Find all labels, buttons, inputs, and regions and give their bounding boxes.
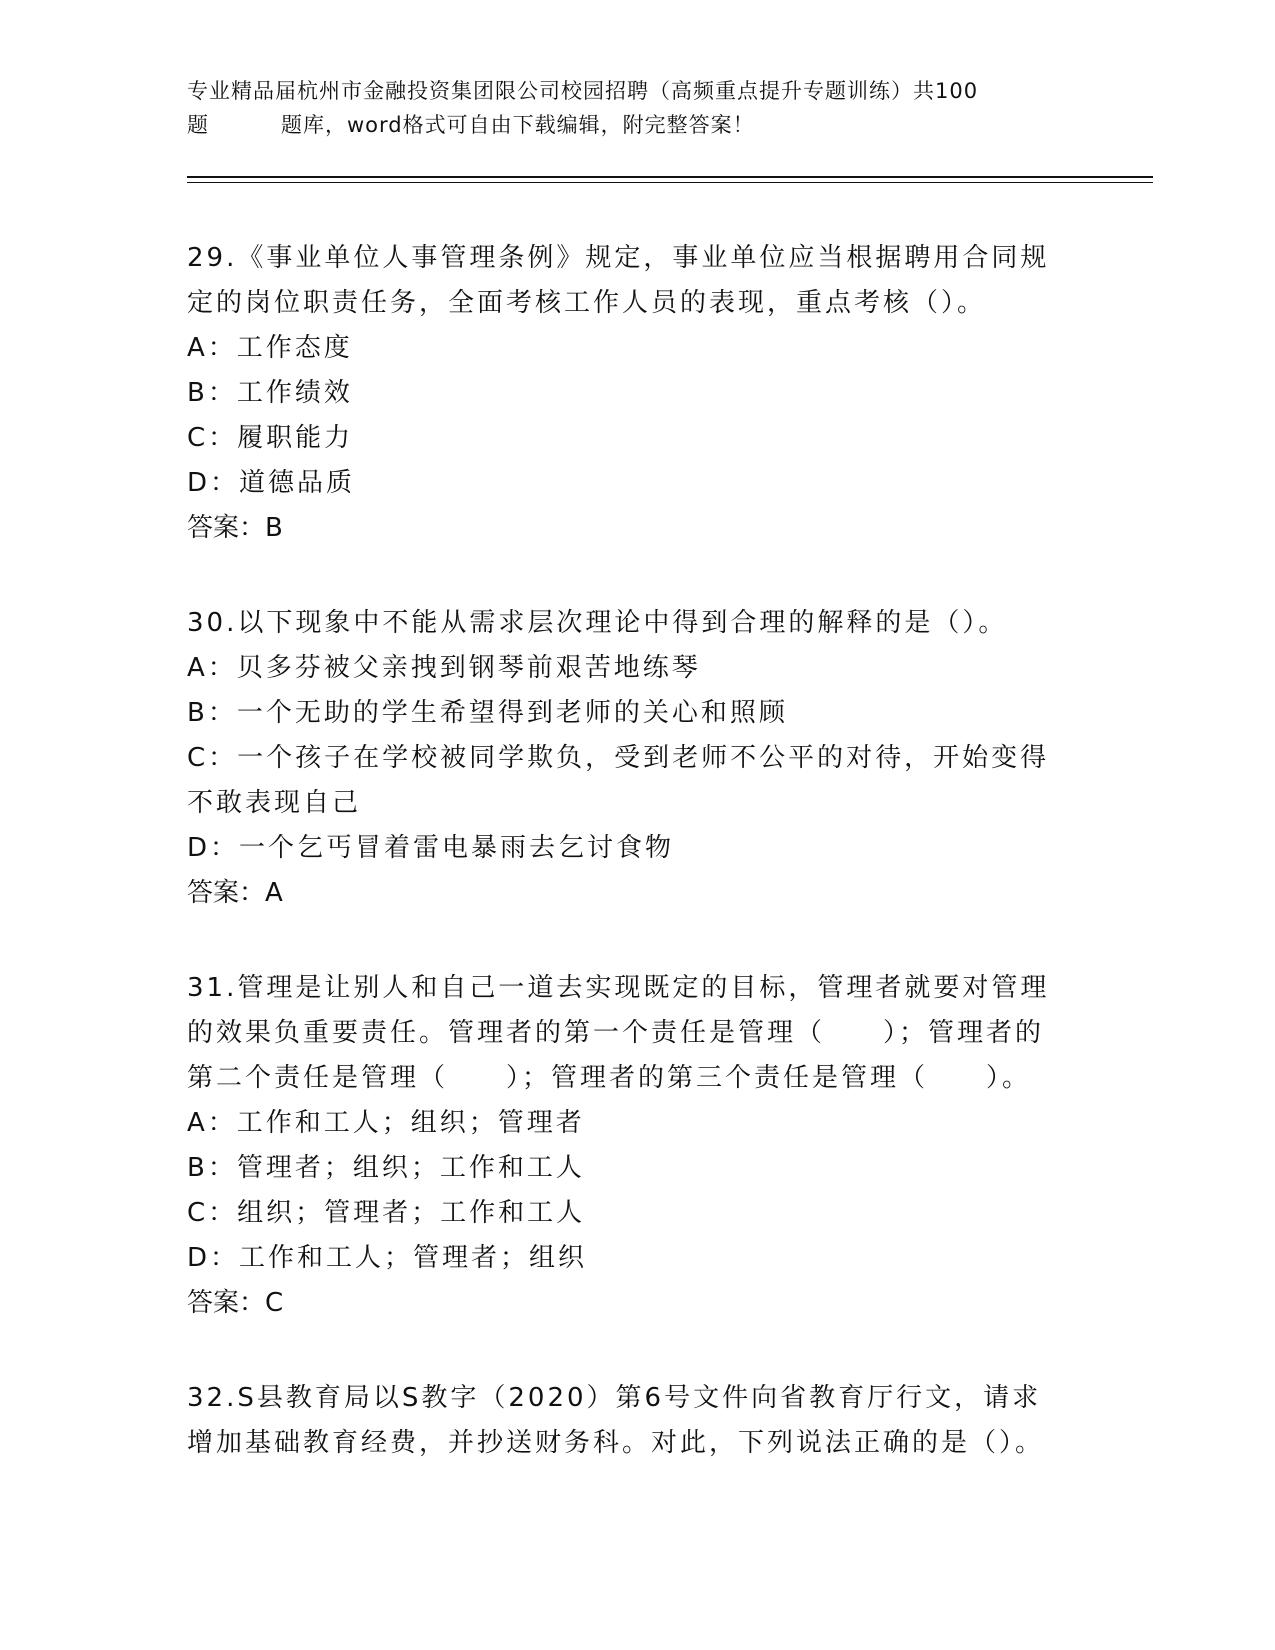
document-header	[187, 74, 1087, 142]
header-title-line2	[187, 108, 1087, 142]
header-title-line1: 专业精品届杭州市金融投资集团限公司校园招聘（高频重点提升专题训练）共100	[187, 79, 979, 103]
question-stem: 31.管理是让别人和自己一道去实现既定的目标，管理者就要对管理的效果负重要责任。管理者的第一个责任是管理（ ）；管理者的第二个责任是管理（ ）；管理者的第三个责任是管理（ ）。	[187, 973, 1050, 1093]
header-divider-thin	[187, 182, 1153, 183]
answer: 答案：B	[187, 513, 283, 543]
answer: 答案：A	[187, 878, 283, 908]
question-stem: 32.S县教育局以S教字（2020）第6号文件向省教育厅行文，请求增加基础教育经费，并抄送财务科。对此，下列说法正确的是（）。	[187, 1383, 1045, 1458]
option-a: A：工作和工人；组织；管理者	[187, 1108, 585, 1138]
header-divider-thick	[187, 176, 1153, 178]
option-d: D：一个乞丐冒着雷电暴雨去乞讨食物	[187, 833, 675, 863]
option-a: A：贝多芬被父亲拽到钢琴前艰苦地练琴	[187, 653, 701, 683]
question-stem: 29.《事业单位人事管理条例》规定，事业单位应当根据聘用合同规定的岗位职责任务，全面考核工作人员的表现，重点考核（）。	[187, 243, 1050, 318]
option-d: D：工作和工人；管理者；组织	[187, 1243, 588, 1273]
answer: 答案：C	[187, 1288, 284, 1318]
option-a: A：工作态度	[187, 333, 353, 363]
option-b: B：管理者；组织；工作和工人	[187, 1153, 585, 1183]
question-stem: 30.以下现象中不能从需求层次理论中得到合理的解释的是（）。	[187, 608, 1008, 638]
question-30	[187, 601, 1067, 916]
option-d: D：道德品质	[187, 468, 356, 498]
option-c: C：履职能力	[187, 423, 354, 453]
header-title-line2-prefix: 题	[187, 113, 209, 137]
question-29	[187, 236, 1067, 551]
option-b: B：一个无助的学生希望得到老师的关心和照顾	[187, 698, 788, 728]
question-32	[187, 1376, 1067, 1466]
question-31	[187, 966, 1067, 1326]
question-list	[187, 236, 1067, 1516]
header-title-line2-text: 题库，word格式可自由下载编辑，附完整答案！	[281, 113, 755, 137]
option-c: C：组织；管理者；工作和工人	[187, 1198, 586, 1228]
option-c: C：一个孩子在学校被同学欺负，受到老师不公平的对待，开始变得不敢表现自己	[187, 743, 1050, 818]
option-b: B：工作绩效	[187, 378, 353, 408]
